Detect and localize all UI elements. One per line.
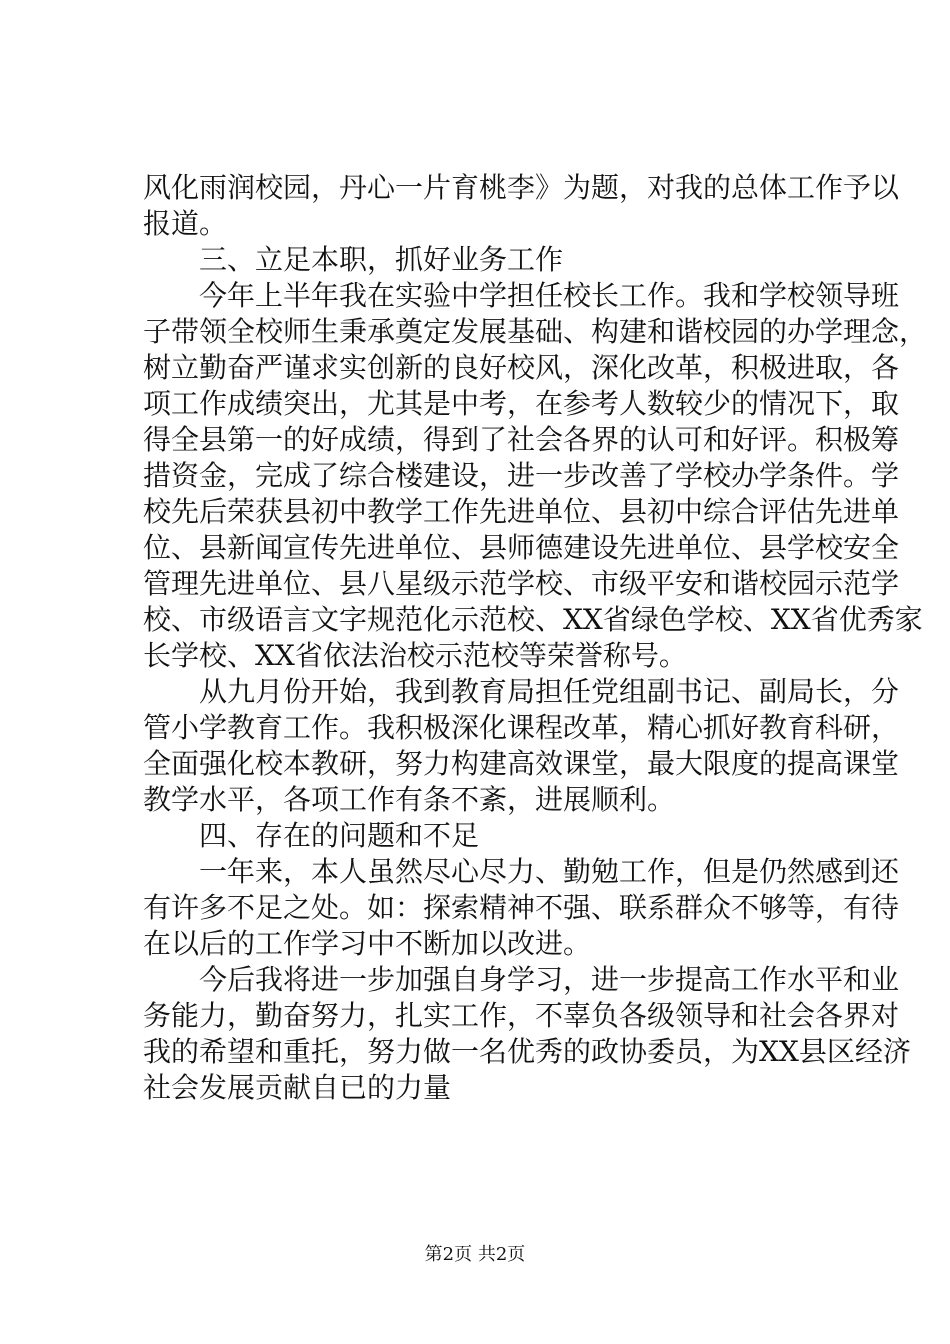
text-line: 全面强化校本教研，努力构建高效课堂，最大限度的提高课堂 [143, 747, 900, 780]
text-line: 从九月份开始，我到教育局担任党组副书记、副局长，分 [199, 675, 900, 708]
text-line: 四、存在的问题和不足 [199, 819, 480, 852]
document-body [143, 170, 928, 1106]
text-line: 教学水平，各项工作有条不紊，进展顺利。 [143, 783, 676, 816]
text-line: 有许多不足之处。如：探索精神不强、联系群众不够等，有待 [143, 891, 900, 924]
text-line: 子带领全校师生秉承奠定发展基础、构建和谐校园的办学理念， [143, 315, 928, 348]
text-line: 务能力，勤奋努力，扎实工作，不辜负各级领导和社会各界对 [143, 999, 900, 1032]
text-line: 得全县第一的好成绩，得到了社会各界的认可和好评。积极筹 [143, 423, 900, 456]
text-line: 三、立足本职，抓好业务工作 [199, 243, 564, 276]
text-line: 今后我将进一步加强自身学习，进一步提高工作水平和业 [199, 963, 900, 996]
text-line: 一年来，本人虽然尽心尽力、勤勉工作，但是仍然感到还 [199, 855, 900, 888]
text-line: 措资金，完成了综合楼建设，进一步改善了学校办学条件。学 [143, 459, 900, 492]
text-line: 在以后的工作学习中不断加以改进。 [143, 927, 592, 960]
text-line: 校、市级语言文字规范化示范校、XX省绿色学校、XX省优秀家 [143, 603, 923, 636]
text-line: 长学校、XX省依法治校示范校等荣誉称号。 [143, 639, 687, 672]
text-line: 校先后荣获县初中教学工作先进单位、县初中综合评估先进单 [143, 495, 900, 528]
text-line: 管小学教育工作。我积极深化课程改革，精心抓好教育科研， [143, 711, 900, 744]
text-line: 今年上半年我在实验中学担任校长工作。我和学校领导班 [199, 279, 900, 312]
text-line: 社会发展贡献自已的力量 [143, 1071, 452, 1104]
text-line: 管理先进单位、县八星级示范学校、市级平安和谐校园示范学 [143, 567, 900, 600]
text-line: 我的希望和重托，努力做一名优秀的政协委员，为XX县区经济 [143, 1035, 911, 1068]
text-line: 树立勤奋严谨求实创新的良好校风，深化改革，积极进取，各 [143, 351, 900, 384]
text-line: 报道。 [143, 207, 228, 240]
text-line: 位、县新闻宣传先进单位、县师德建设先进单位、县学校安全 [143, 531, 900, 564]
text-line: 风化雨润校园，丹心一片育桃李》为题，对我的总体工作予以 [143, 171, 900, 204]
text-line: 项工作成绩突出，尤其是中考，在参考人数较少的情况下，取 [143, 387, 900, 420]
page-footer: 第2页 共2页 [424, 1244, 526, 1265]
